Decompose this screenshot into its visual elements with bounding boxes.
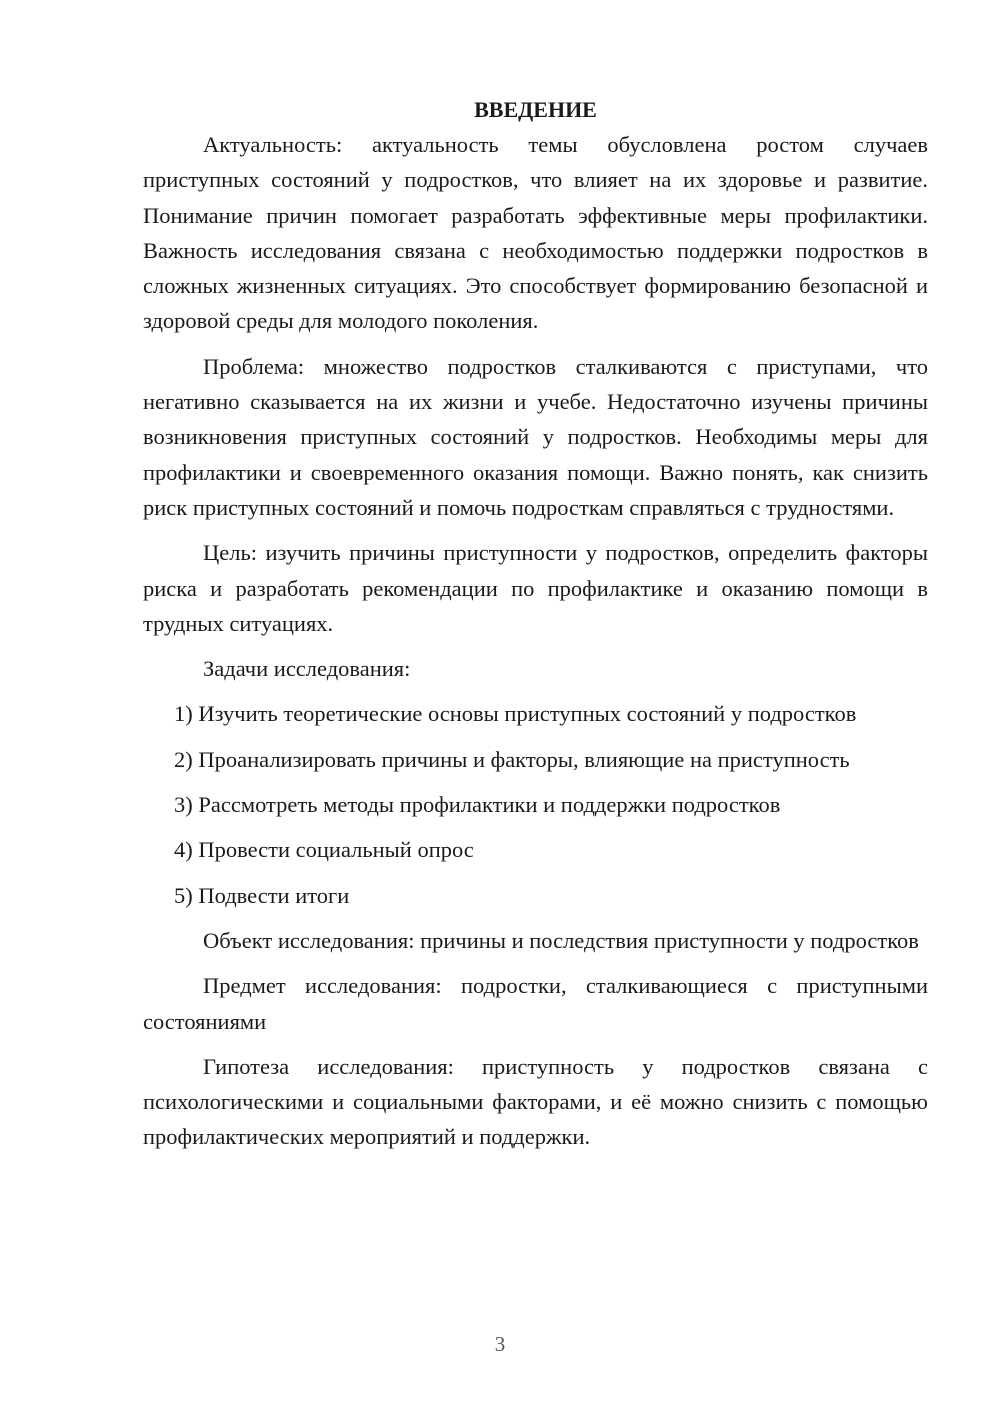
page-title: ВВЕДЕНИЕ bbox=[474, 97, 597, 122]
list-item: 3) Рассмотреть методы профилактики и поддержки подростков bbox=[174, 792, 781, 818]
list-item: 1) Изучить теоретические основы приступных состояний у подростков bbox=[174, 701, 857, 727]
tasks-list bbox=[143, 696, 928, 922]
list-item: 4) Провести социальный опрос bbox=[174, 837, 474, 863]
paragraph-object: Объект исследования: причины и последствия приступности у подростков bbox=[203, 927, 919, 953]
paragraph-subject: Предмет исследования: подростки, сталкивающиеся с приступными состояниями bbox=[143, 973, 928, 1034]
list-item: 2) Проанализировать причины и факторы, влияющие на приступность bbox=[174, 746, 850, 772]
paragraph-relevance: Актуальность: актуальность темы обусловлена ростом случаев приступных состояний у подростков, что влияет на их здоровье и развитие. Понимание причин помогает разработать эффективные меры профилактики. Важность исследования связана с необходимостью поддержки подростков в сложных жизненных ситуациях. Это способствует формированию безопасной и здоровой среды для молодого поколения. bbox=[143, 132, 928, 334]
page-content bbox=[143, 92, 928, 1155]
paragraph-problem: Проблема: множество подростков сталкиваются с приступами, что негативно сказывается на их жизни и учебе. Недостаточно изучены причины возникновения приступных состояний у подростков. Необходимы меры для профилактики и своевременного оказания помощи. Важно понять, как снизить риск приступных состояний и помочь подросткам справляться с трудностями. bbox=[143, 353, 928, 520]
page-number: 3 bbox=[494, 1332, 506, 1356]
paragraph-hypothesis: Гипотеза исследования: приступность у подростков связана с психологическими и социальными факторами, и её можно снизить с помощью профилактических мероприятий и поддержки. bbox=[143, 1053, 928, 1150]
paragraph-goal: Цель: изучить причины приступности у подростков, определить факторы риска и разработать рекомендации по профилактике и оказанию помощи в трудных ситуациях. bbox=[143, 540, 928, 636]
list-item: 5) Подвести итоги bbox=[174, 882, 350, 908]
tasks-heading: Задачи исследования: bbox=[203, 656, 411, 682]
